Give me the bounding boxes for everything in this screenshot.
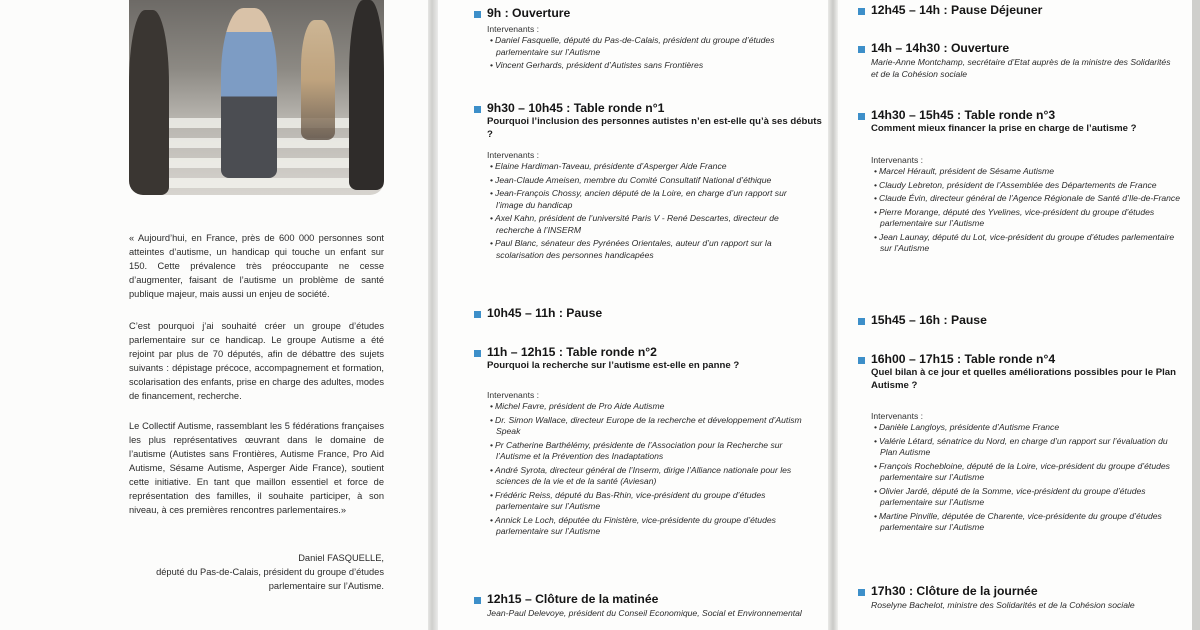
speaker-list [490, 401, 815, 540]
speaker-item: • Annick Le Loch, députée du Finistère, vice-présidente du groupe d’études parlementaire sur l’Autisme [490, 515, 815, 538]
bullet-square-icon [474, 350, 481, 357]
speaker-item: • Jean Launay, député du Lot, vice-président du groupe d’études parlementaire sur l’Autisme [874, 232, 1180, 255]
page-fold-right [828, 0, 838, 630]
speaker-item: • Martine Pinville, députée de Charente, vice-présidente du groupe d’études parlementaire sur l’Autisme [874, 511, 1180, 534]
session-question: Comment mieux financer la prise en charge de l’autisme ? [871, 123, 1137, 134]
session-title: 14h – 14h30 : Ouverture [871, 41, 1010, 55]
page-edge [1192, 0, 1200, 630]
intro-paragraph-3: Le Collectif Autisme, rassemblant les 5 fédérations françaises les plus représentatives œuvrant dans le domaine de l’autisme (Autistes sans Frontières, Autisme France, Pro Aid Autisme, Sésame Autisme, Asperger Aide France), soutient cette initiative. En tant que maillon essentiel et force de représentation des familles, il souhaite participer, à son niveau, à ces premières rencontres parlementaires.» [129, 421, 384, 515]
speaker-item: • Frédéric Reiss, député du Bas-Rhin, vice-président du groupe d’études parlementaire sur l’Autisme [490, 490, 815, 513]
bullet-square-icon [474, 311, 481, 318]
session-title: 17h30 : Clôture de la journée [871, 584, 1038, 598]
speaker-item: • Jean-Claude Ameisen, membre du Comité Consultatif National d’éthique [490, 175, 815, 187]
speaker-item: • Jean-François Chossy, ancien député de la Loire, en charge d’un rapport sur l’image du handicap [490, 188, 815, 211]
session-title: 16h00 – 17h15 : Table ronde n°4 [871, 352, 1056, 366]
signature [156, 551, 384, 593]
street-crowd-photo [129, 0, 384, 195]
bullet-square-icon [858, 357, 865, 364]
speaker-list [874, 422, 1180, 536]
session-title: 11h – 12h15 : Table ronde n°2 [487, 345, 657, 359]
intro-paragraph-1: « Aujourd’hui, en France, près de 600 000 personnes sont atteintes d’autisme, un handicap qui touche un enfant sur 150. Cette prévalence très préoccupante ne cesse d’augmenter, faisant de l’autisme un problème de santé publique majeur, mais aussi un enjeu de société. [129, 233, 384, 299]
speaker-item: • Axel Kahn, président de l’université Paris V - René Descartes, directeur de recherche à l’INSERM [490, 213, 815, 236]
bullet-square-icon [474, 106, 481, 113]
speaker-item: • Michel Favre, président de Pro Aide Autisme [490, 401, 815, 413]
page-fold-left [428, 0, 438, 630]
signature-name: Daniel FASQUELLE, [298, 553, 384, 563]
session-title: 12h15 – Clôture de la matinée [487, 592, 659, 606]
afternoon-program [840, 0, 1200, 630]
speaker-item: • Claudy Lebreton, président de l’Assemblée des Départements de France [874, 180, 1180, 192]
session-title: 9h30 – 10h45 : Table ronde n°1 [487, 101, 665, 115]
speaker-item: • André Syrota, directeur général de l’Inserm, dirige l’Alliance nationale pour les sciences de la vie et de la santé (Aviesan) [490, 465, 815, 488]
session-question: Pourquoi la recherche sur l’autisme est-elle en panne ? [487, 360, 740, 371]
session-title: 10h45 – 11h : Pause [487, 306, 603, 320]
left-panel [0, 0, 430, 630]
speaker-list [490, 161, 815, 263]
speaker-item: • Paul Blanc, sénateur des Pyrénées Orientales, auteur d’un rapport sur la scolarisation des personnes handicapées [490, 238, 815, 261]
bullet-square-icon [858, 318, 865, 325]
speaker-item: • Vincent Gerhards, président d’Autistes sans Frontières [490, 60, 815, 72]
intervenants-label: Intervenants : [487, 390, 540, 400]
speaker-item: • Pr Catherine Barthélémy, présidente de l’Association pour la Recherche sur l’Autisme et la Prévention des Inadaptations [490, 440, 815, 463]
session-speaker: Roselyne Bachelot, ministre des Solidarités et de la Cohésion sociale [871, 600, 1135, 610]
speaker-item: • Valérie Létard, sénatrice du Nord, en charge d’un rapport sur l’évaluation du Plan Autisme [874, 436, 1180, 459]
speaker-item: • Danièle Langloys, présidente d’Autisme France [874, 422, 1180, 434]
bullet-square-icon [858, 8, 865, 15]
session-question: Quel bilan à ce jour et quelles améliorations possibles pour le Plan Autisme ? [871, 367, 1176, 391]
speaker-item: • Pierre Morange, député des Yvelines, vice-président du groupe d’études parlementaire sur l’Autisme [874, 207, 1180, 230]
session-speaker: Marie-Anne Montchamp, secrétaire d’Etat auprès de la ministre des Solidarités et de la Cohésion sociale [871, 57, 1171, 79]
bullet-square-icon [858, 46, 865, 53]
intervenants-label: Intervenants : [871, 155, 924, 165]
bullet-square-icon [858, 113, 865, 120]
intervenants-label: Intervenants : [871, 411, 924, 421]
signature-line-2: parlementaire sur l’Autisme. [268, 581, 384, 591]
session-title: 9h : Ouverture [487, 6, 571, 20]
speaker-item: • Dr. Simon Wallace, directeur Europe de la recherche et développement d’Autism Speak [490, 415, 815, 438]
bullet-square-icon [858, 589, 865, 596]
session-title: 12h45 – 14h : Pause Déjeuner [871, 3, 1043, 17]
speaker-list [874, 166, 1180, 257]
speaker-item: • Daniel Fasquelle, député du Pas-de-Calais, président du groupe d’études parlementaire sur l’Autisme [490, 35, 815, 58]
intro-paragraph-2: C’est pourquoi j’ai souhaité créer un groupe d’études parlementaire sur ce handicap. Le groupe Autisme a été rejoint par plus de 70 députés, afin de débattre des sujets suivants : dépistage précoce, accompagnement et formation, scolarisation des enfants, prise en charge des adultes, modes de financement, recherche. [129, 321, 384, 401]
bullet-square-icon [474, 11, 481, 18]
session-question: Pourquoi l’inclusion des personnes autistes n’en est-elle qu’à ses débuts ? [487, 116, 822, 140]
speaker-item: • François Rochebloine, député de la Loire, vice-président du groupe d’études parlementaire sur l’Autisme [874, 461, 1180, 484]
speaker-item: • Claude Évin, directeur général de l’Agence Régionale de Santé d’Ile-de-France [874, 193, 1180, 205]
session-title: 15h45 – 16h : Pause [871, 313, 987, 327]
signature-line-1: député du Pas-de-Calais, président du groupe d’études [156, 567, 384, 577]
session-speaker: Jean-Paul Delevoye, président du Conseil Economique, Social et Environnemental [487, 608, 802, 618]
speaker-item: • Olivier Jardé, député de la Somme, vice-président du groupe d’études parlementaire sur l’Autisme [874, 486, 1180, 509]
speaker-item: • Elaine Hardiman-Taveau, présidente d’Asperger Aide France [490, 161, 815, 173]
intervenants-label: Intervenants : [487, 150, 540, 160]
speaker-list [490, 35, 815, 74]
session-title: 14h30 – 15h45 : Table ronde n°3 [871, 108, 1056, 122]
morning-program [438, 0, 830, 630]
intervenants-label: Intervenants : [487, 24, 540, 34]
speaker-item: • Marcel Hérault, président de Sésame Autisme [874, 166, 1180, 178]
bullet-square-icon [474, 597, 481, 604]
